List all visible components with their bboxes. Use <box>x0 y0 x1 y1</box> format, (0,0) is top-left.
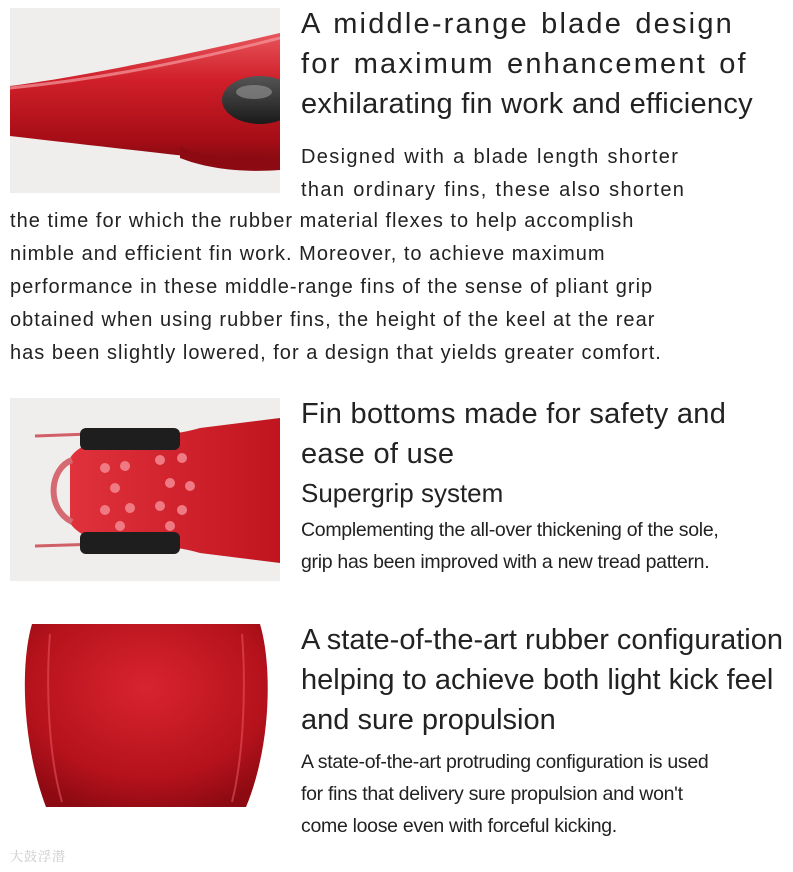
section-1-body-line: has been slightly lowered, for a design that yields greater comfort. <box>10 342 662 364</box>
section-1-body-line: nimble and efficient fin work. Moreover, to achieve maximum <box>10 243 606 265</box>
section-1-body-line: the time for which the rubber material flexes to help accomplish <box>10 210 635 232</box>
section-2-body-line: Complementing the all-over thickening of the sole, <box>301 519 719 541</box>
section-1-heading-line: exhilarating fin work and efficiency <box>301 88 753 120</box>
fin-blade-photo <box>10 8 280 193</box>
fin-bottom-photo <box>10 398 280 581</box>
section-1-heading-line: A middle-range blade design <box>301 8 734 40</box>
section-3-body-line: for fins that delivery sure propulsion and won't <box>301 783 683 805</box>
section-3-heading-line: A state-of-the-art rubber configuration <box>301 624 783 656</box>
section-3-heading-line: and sure propulsion <box>301 704 556 736</box>
section-1-heading <box>301 4 765 124</box>
section-1-body-line: Designed with a blade length shorter <box>301 146 680 168</box>
section-1-body-top <box>301 141 765 207</box>
section-1-body-line: performance in these middle-range fins of the sense of pliant grip <box>10 276 654 298</box>
section-1-body-line: obtained when using rubber fins, the height of the keel at the rear <box>10 309 656 331</box>
section-1-body-bottom <box>10 205 765 370</box>
fin-tip-photo <box>10 624 280 807</box>
section-3-text <box>301 620 793 842</box>
section-2-heading-line: ease of use <box>301 438 455 470</box>
section-2-body-line: grip has been improved with a new tread pattern. <box>301 551 710 573</box>
section-2-heading-line: Fin bottoms made for safety and <box>301 398 727 430</box>
section-1-body-line: than ordinary fins, these also shorten <box>301 179 686 201</box>
watermark: 大鼓浮潜 <box>10 850 67 865</box>
section-3-body-line: come loose even with forceful kicking. <box>301 815 617 837</box>
section-1-heading-line: for maximum enhancement of <box>301 48 748 80</box>
section-3-heading-line: helping to achieve both light kick feel <box>301 664 774 696</box>
section-3-body-line: A state-of-the-art protruding configuration is used <box>301 751 709 773</box>
section-2-subheading: Supergrip system <box>301 478 504 508</box>
section-2-text <box>301 394 781 578</box>
